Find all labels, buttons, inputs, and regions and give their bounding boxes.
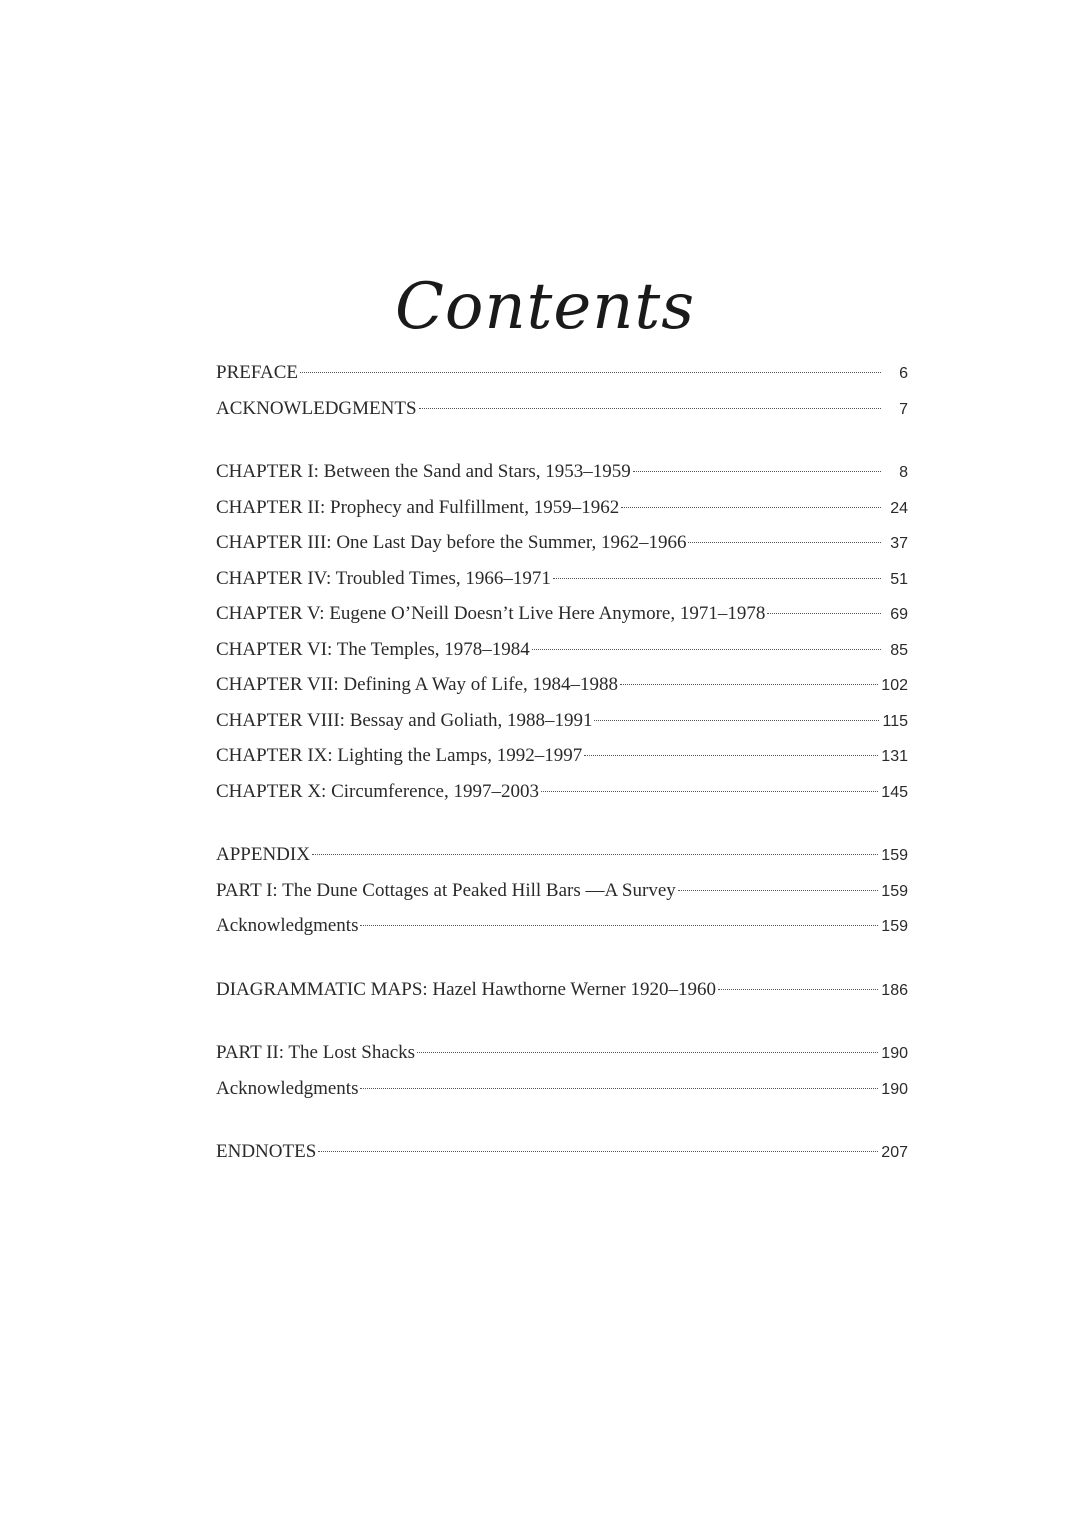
toc-entry-page: 85: [890, 641, 908, 659]
dot-leader: [360, 925, 878, 926]
toc-entry-label: CHAPTER IV: Troubled Times, 1966–1971: [216, 567, 551, 589]
dot-leader: [419, 408, 881, 409]
toc-entry-label: DIAGRAMMATIC MAPS: Hazel Hawthorne Werner 1920–1960: [216, 978, 716, 1000]
toc-entry-label: PREFACE: [216, 362, 299, 383]
toc-group-maps: [216, 972, 908, 1008]
toc-entry-label: CHAPTER IX: Lighting the Lamps, 1992–1997: [216, 745, 583, 766]
toc-group-endnotes: [216, 1134, 908, 1170]
toc-entry-label: CHAPTER I: Between the Sand and Stars, 1953–1959: [216, 461, 631, 482]
toc-entry[interactable]: [216, 667, 908, 703]
dot-leader: [688, 542, 881, 543]
toc-entry-page: 186: [881, 981, 908, 999]
dot-leader: [553, 578, 881, 579]
dot-leader: [541, 791, 878, 792]
toc-entry-page: 102: [881, 677, 908, 694]
toc-entry-page: 159: [881, 882, 908, 900]
toc-entry-label: CHAPTER X: Circumference, 1997–2003: [216, 780, 539, 802]
toc-entry[interactable]: [216, 972, 908, 1008]
toc-entry-label: ENDNOTES: [216, 1141, 317, 1162]
toc-entry-label: CHAPTER VI: The Temples, 1978–1984: [216, 638, 530, 660]
toc-entry[interactable]: [216, 703, 908, 739]
toc-entry-page: 159: [881, 918, 908, 935]
page-title: Contents: [394, 270, 696, 344]
dot-leader: [318, 1151, 878, 1152]
toc-entry[interactable]: [216, 873, 908, 909]
toc-entry[interactable]: [216, 1134, 908, 1170]
toc-entry[interactable]: [216, 596, 908, 632]
toc-entry[interactable]: [216, 1035, 908, 1071]
toc-entry-page: 190: [881, 1080, 908, 1098]
dot-leader: [633, 471, 881, 472]
toc-entry[interactable]: [216, 632, 908, 668]
dot-leader: [620, 684, 878, 685]
toc-entry[interactable]: [216, 1071, 908, 1107]
toc-entry-page: 51: [890, 570, 908, 588]
dot-leader: [532, 649, 881, 650]
toc-entry-page: 37: [890, 535, 908, 552]
toc-entry-page: 145: [881, 783, 908, 801]
toc-group-part-two: [216, 1035, 908, 1106]
toc-group-appendix: [216, 837, 908, 944]
toc-entry-label: CHAPTER VIII: Bessay and Goliath, 1988–1991: [216, 709, 593, 731]
toc-entry[interactable]: [216, 391, 908, 427]
toc-entry[interactable]: [216, 525, 908, 561]
dot-leader: [312, 854, 878, 855]
dot-leader: [718, 989, 878, 990]
toc-entry-page: 207: [881, 1144, 908, 1161]
toc-entry-label: CHAPTER VII: Defining A Way of Life, 1984–1988: [216, 674, 619, 695]
toc-entry[interactable]: [216, 490, 908, 526]
toc-entry[interactable]: [216, 738, 908, 774]
toc-entry[interactable]: [216, 908, 908, 944]
toc-entry-label: PART II: The Lost Shacks: [216, 1042, 416, 1063]
table-of-contents: [216, 355, 908, 1170]
dot-leader: [584, 755, 878, 756]
toc-entry[interactable]: [216, 561, 908, 597]
dot-leader: [300, 372, 881, 373]
toc-entry-page: 190: [881, 1045, 908, 1062]
toc-entry-label: CHAPTER II: Prophecy and Fulfillment, 1959–1962: [216, 496, 620, 518]
toc-entry-label: Acknowledgments: [216, 1077, 359, 1099]
toc-entry-page: 131: [881, 748, 908, 765]
toc-entry-page: 24: [890, 499, 908, 517]
toc-entry-label: Acknowledgments: [216, 915, 359, 936]
toc-entry-page: 8: [899, 464, 908, 481]
toc-entry[interactable]: [216, 837, 908, 873]
toc-entry-label: APPENDIX: [216, 844, 310, 865]
toc-entry-label: PART I: The Dune Cottages at Peaked Hill Bars —A Survey: [216, 879, 676, 901]
toc-entry-page: 69: [890, 606, 908, 623]
toc-entry[interactable]: [216, 774, 908, 810]
toc-group-chapters: [216, 454, 908, 809]
toc-entry[interactable]: [216, 454, 908, 490]
dot-leader: [678, 890, 879, 891]
toc-entry-label: CHAPTER III: One Last Day before the Summer, 1962–1966: [216, 532, 687, 553]
toc-entry-label: ACKNOWLEDGMENTS: [216, 397, 417, 419]
toc-entry[interactable]: [216, 355, 908, 391]
dot-leader: [360, 1088, 878, 1089]
toc-entry-page: 6: [899, 365, 908, 382]
toc-entry-page: 115: [882, 712, 908, 730]
dot-leader: [594, 720, 879, 721]
dot-leader: [621, 507, 881, 508]
toc-group-front-matter: [216, 355, 908, 426]
toc-entry-page: 159: [881, 847, 908, 864]
dot-leader: [417, 1052, 878, 1053]
dot-leader: [767, 613, 881, 614]
toc-entry-page: 7: [899, 400, 908, 418]
toc-entry-label: CHAPTER V: Eugene O’Neill Doesn’t Live Here Anymore, 1971–1978: [216, 603, 766, 624]
